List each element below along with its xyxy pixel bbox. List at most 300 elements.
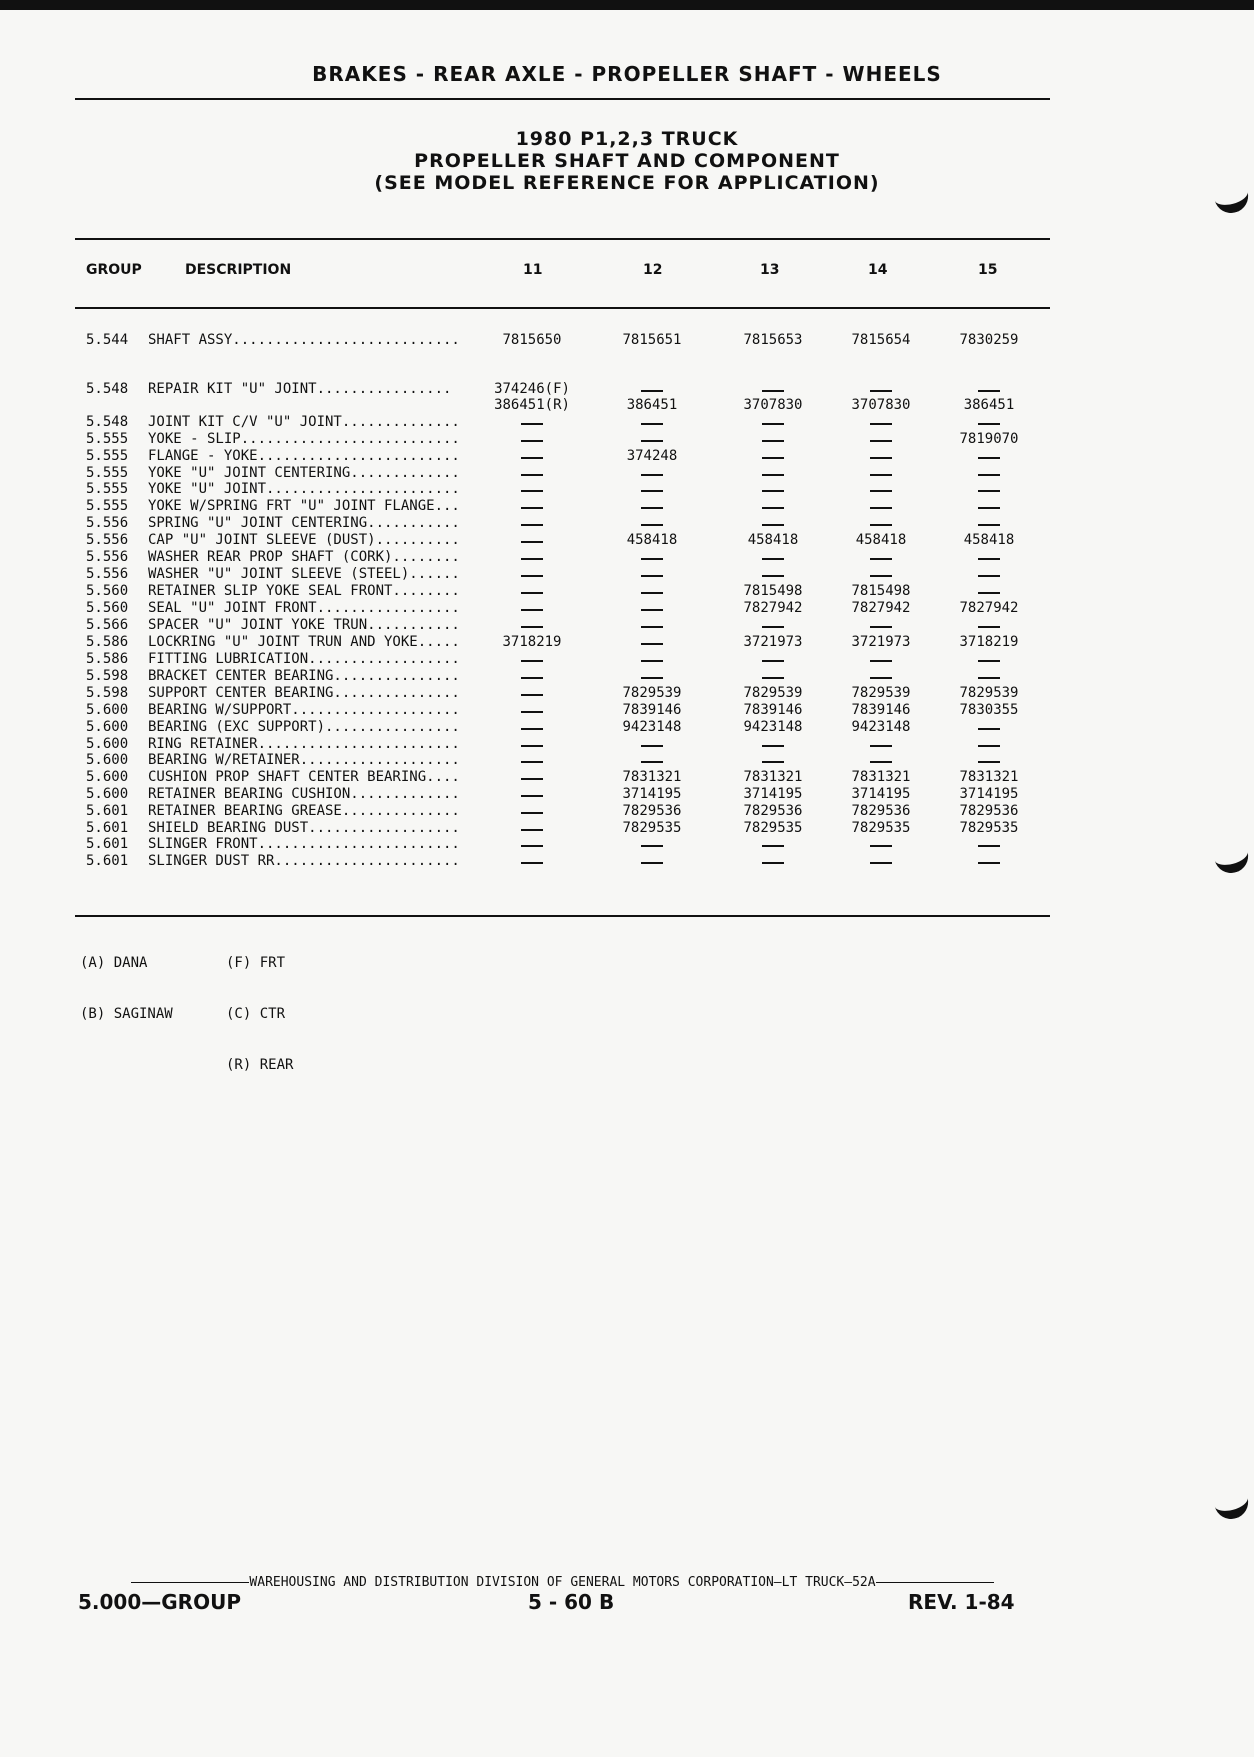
table-row: [0, 668, 1254, 685]
part-description: RING RETAINER........................: [148, 736, 460, 752]
table-row: [0, 752, 1254, 769]
dash-mark: [762, 457, 784, 459]
not-applicable-dash: [826, 853, 936, 864]
footer-rule-right: [876, 1582, 994, 1583]
not-applicable-dash: [934, 515, 1044, 526]
not-applicable-dash: [477, 702, 587, 713]
part-description: BEARING W/SUPPORT....................: [148, 702, 460, 718]
not-applicable-dash: [597, 668, 707, 679]
group-number: 5.600: [86, 702, 129, 718]
part-description: SLINGER DUST RR......................: [148, 853, 460, 869]
part-number: 7827942: [959, 600, 1019, 616]
part-number: 3714195: [622, 786, 682, 802]
table-row: [0, 769, 1254, 786]
table-row: [0, 702, 1254, 719]
part-number: 7830355: [959, 702, 1019, 718]
not-applicable-dash: [718, 431, 828, 442]
part-number: 3714195: [851, 786, 911, 802]
not-applicable-dash: [934, 617, 1044, 628]
not-applicable-dash: [477, 583, 587, 594]
table-row: [0, 617, 1254, 634]
dash-mark: [521, 677, 543, 679]
not-applicable-dash: [826, 668, 936, 679]
group-number: 5.555: [86, 465, 129, 481]
group-number: 5.560: [86, 600, 129, 616]
part-number: 3707830: [851, 397, 911, 413]
dash-mark: [521, 507, 543, 509]
part-number: 374246(F): [494, 381, 570, 397]
dash-mark: [870, 745, 892, 747]
table-row: [0, 532, 1254, 549]
dash-mark: [978, 862, 1000, 864]
not-applicable-dash: [718, 752, 828, 763]
part-number: 386451: [626, 397, 678, 413]
not-applicable-dash: [718, 481, 828, 492]
group-number: 5.544: [86, 332, 129, 348]
dash-mark: [870, 474, 892, 476]
part-number: 7839146: [622, 702, 682, 718]
part-number: 3707830: [743, 397, 803, 413]
legend-item: (R) REAR: [226, 1057, 294, 1073]
dash-mark: [978, 745, 1000, 747]
table-row: [0, 566, 1254, 583]
part-number: 7831321: [622, 769, 682, 785]
group-number: 5.601: [86, 820, 129, 836]
legend-left: [80, 921, 173, 1040]
part-description: YOKE "U" JOINT.......................: [148, 481, 460, 497]
not-applicable-dash: [826, 617, 936, 628]
dash-mark: [978, 524, 1000, 526]
dash-mark: [641, 660, 663, 662]
dash-mark: [870, 440, 892, 442]
not-applicable-dash: [826, 465, 936, 476]
not-applicable-dash: [477, 736, 587, 747]
part-number: 7815653: [743, 332, 803, 348]
group-number: 5.560: [86, 583, 129, 599]
table-row: [0, 651, 1254, 668]
dash-mark: [870, 507, 892, 509]
part-number: 7815651: [622, 332, 682, 348]
dash-mark: [521, 728, 543, 730]
dash-mark: [762, 423, 784, 425]
not-applicable-dash: [597, 465, 707, 476]
group-number: 5.601: [86, 803, 129, 819]
dash-mark: [521, 845, 543, 847]
not-applicable-dash: [934, 719, 1044, 730]
not-applicable-dash: [718, 651, 828, 662]
not-applicable-dash: [934, 836, 1044, 847]
not-applicable-dash: [597, 431, 707, 442]
part-number: 7829535: [959, 820, 1019, 836]
table-row: [0, 719, 1254, 736]
not-applicable-dash: [597, 414, 707, 425]
part-description: RETAINER BEARING CUSHION.............: [148, 786, 460, 802]
not-applicable-dash: [477, 600, 587, 611]
not-applicable-dash: [718, 515, 828, 526]
dash-mark: [641, 862, 663, 864]
not-applicable-dash: [477, 414, 587, 425]
not-applicable-dash: [934, 448, 1044, 459]
not-applicable-dash: [477, 431, 587, 442]
part-number: 7830259: [959, 332, 1019, 348]
not-applicable-dash: [597, 836, 707, 847]
part-number: 7829539: [851, 685, 911, 701]
document-title: 1980 P1,2,3 TRUCK: [515, 128, 739, 150]
dash-mark: [521, 575, 543, 577]
dash-mark: [521, 423, 543, 425]
legend-item: (B) SAGINAW: [80, 1006, 173, 1022]
part-number: 458418: [855, 532, 907, 548]
table-header-rule: [75, 307, 1050, 309]
not-applicable-dash: [718, 617, 828, 628]
not-applicable-dash: [934, 381, 1044, 392]
dash-mark: [762, 575, 784, 577]
group-number: 5.556: [86, 549, 129, 565]
not-applicable-dash: [718, 448, 828, 459]
not-applicable-dash: [826, 752, 936, 763]
dash-mark: [762, 490, 784, 492]
part-description: FLANGE - YOKE........................: [148, 448, 460, 464]
part-number: 7829535: [851, 820, 911, 836]
dash-mark: [641, 845, 663, 847]
footer-revision: REV. 1-84: [908, 1590, 1015, 1614]
part-number: 374248: [626, 448, 678, 464]
part-number: 3721973: [743, 634, 803, 650]
table-row: [0, 786, 1254, 803]
not-applicable-dash: [477, 549, 587, 560]
table-row: [0, 448, 1254, 465]
not-applicable-dash: [477, 498, 587, 509]
dash-mark: [762, 524, 784, 526]
table-row: [0, 332, 1254, 349]
part-number: 7829535: [743, 820, 803, 836]
not-applicable-dash: [718, 549, 828, 560]
not-applicable-dash: [718, 498, 828, 509]
dash-mark: [641, 592, 663, 594]
part-number: 7829539: [743, 685, 803, 701]
not-applicable-dash: [934, 566, 1044, 577]
part-description: SUPPORT CENTER BEARING...............: [148, 685, 460, 701]
part-number: 7815650: [502, 332, 562, 348]
dash-mark: [762, 558, 784, 560]
dash-mark: [978, 390, 1000, 392]
dash-mark: [762, 845, 784, 847]
dash-mark: [641, 440, 663, 442]
group-number: 5.555: [86, 498, 129, 514]
table-row: [0, 549, 1254, 566]
part-description: LOCKRING "U" JOINT TRUN AND YOKE.....: [148, 634, 460, 650]
group-number: 5.556: [86, 532, 129, 548]
part-number: 7829535: [622, 820, 682, 836]
dash-mark: [762, 626, 784, 628]
part-description: SHIELD BEARING DUST..................: [148, 820, 460, 836]
part-number: 3718219: [959, 634, 1019, 650]
not-applicable-dash: [934, 465, 1044, 476]
part-description: CAP "U" JOINT SLEEVE (DUST)..........: [148, 532, 460, 548]
dash-mark: [641, 558, 663, 560]
not-applicable-dash: [597, 583, 707, 594]
part-description: YOKE - SLIP..........................: [148, 431, 460, 447]
dash-mark: [978, 626, 1000, 628]
group-number: 5.600: [86, 719, 129, 735]
not-applicable-dash: [477, 532, 587, 543]
table-row: [0, 853, 1254, 870]
group-number: 5.548: [86, 381, 129, 397]
dash-mark: [521, 812, 543, 814]
group-number: 5.598: [86, 668, 129, 684]
part-number: 7815654: [851, 332, 911, 348]
not-applicable-dash: [718, 736, 828, 747]
not-applicable-dash: [718, 566, 828, 577]
table-row: [0, 600, 1254, 617]
group-number: 5.601: [86, 853, 129, 869]
part-description: JOINT KIT C/V "U" JOINT..............: [148, 414, 460, 430]
dash-mark: [521, 694, 543, 696]
not-applicable-dash: [826, 651, 936, 662]
footer-division-text: WAREHOUSING AND DISTRIBUTION DIVISION OF GENERAL MOTORS CORPORATION—LT TRUCK—52A: [249, 1575, 876, 1590]
dash-mark: [641, 626, 663, 628]
part-number: 3714195: [743, 786, 803, 802]
part-description: SEAL "U" JOINT FRONT.................: [148, 600, 460, 616]
group-number: 5.586: [86, 634, 129, 650]
not-applicable-dash: [477, 685, 587, 696]
top-edge-bar: [0, 0, 1254, 10]
table-row: [0, 465, 1254, 482]
part-number: 7839146: [851, 702, 911, 718]
not-applicable-dash: [477, 448, 587, 459]
not-applicable-dash: [826, 498, 936, 509]
not-applicable-dash: [934, 853, 1044, 864]
part-number: 7815498: [743, 583, 803, 599]
part-description: RETAINER BEARING GREASE..............: [148, 803, 460, 819]
not-applicable-dash: [477, 803, 587, 814]
group-number: 5.555: [86, 481, 129, 497]
part-number: 7827942: [743, 600, 803, 616]
dash-mark: [978, 761, 1000, 763]
part-number: 7815498: [851, 583, 911, 599]
part-number: 9423148: [851, 719, 911, 735]
not-applicable-dash: [597, 752, 707, 763]
model-column-header: 15: [978, 262, 998, 278]
dash-mark: [521, 474, 543, 476]
document-note: (SEE MODEL REFERENCE FOR APPLICATION): [374, 172, 880, 194]
not-applicable-dash: [934, 736, 1044, 747]
not-applicable-dash: [934, 498, 1044, 509]
part-number: 458418: [747, 532, 799, 548]
part-description: SHAFT ASSY...........................: [148, 332, 460, 348]
group-number: 5.600: [86, 752, 129, 768]
dash-mark: [978, 575, 1000, 577]
part-number: 386451: [963, 397, 1015, 413]
not-applicable-dash: [597, 600, 707, 611]
table-row: [0, 515, 1254, 532]
dash-mark: [870, 660, 892, 662]
group-number: 5.556: [86, 515, 129, 531]
table-row: [0, 431, 1254, 448]
part-number: 3721973: [851, 634, 911, 650]
dash-mark: [641, 390, 663, 392]
not-applicable-dash: [477, 465, 587, 476]
part-number: 7831321: [959, 769, 1019, 785]
document-subtitle: PROPELLER SHAFT AND COMPONENT: [414, 150, 840, 172]
table-top-rule: [75, 238, 1050, 240]
table-row: [0, 736, 1254, 753]
not-applicable-dash: [934, 752, 1044, 763]
dash-mark: [978, 507, 1000, 509]
dash-mark: [641, 643, 663, 645]
part-number: 3718219: [502, 634, 562, 650]
dash-mark: [641, 609, 663, 611]
table-bottom-rule: [75, 915, 1050, 917]
not-applicable-dash: [718, 381, 828, 392]
dash-mark: [870, 761, 892, 763]
dash-mark: [521, 541, 543, 543]
not-applicable-dash: [934, 651, 1044, 662]
header-rule: [75, 98, 1050, 100]
part-number: 7829536: [851, 803, 911, 819]
model-column-header: 14: [868, 262, 888, 278]
dash-mark: [870, 457, 892, 459]
part-description: BEARING (EXC SUPPORT)................: [148, 719, 460, 735]
not-applicable-dash: [477, 820, 587, 831]
not-applicable-dash: [934, 668, 1044, 679]
dash-mark: [870, 423, 892, 425]
not-applicable-dash: [718, 465, 828, 476]
dash-mark: [870, 575, 892, 577]
not-applicable-dash: [597, 481, 707, 492]
dash-mark: [762, 761, 784, 763]
part-number: 7839146: [743, 702, 803, 718]
part-number: 7827942: [851, 600, 911, 616]
not-applicable-dash: [597, 736, 707, 747]
part-description: RETAINER SLIP YOKE SEAL FRONT........: [148, 583, 460, 599]
not-applicable-dash: [597, 549, 707, 560]
not-applicable-dash: [477, 769, 587, 780]
part-description: CUSHION PROP SHAFT CENTER BEARING....: [148, 769, 460, 785]
part-number: 3714195: [959, 786, 1019, 802]
part-number: 9423148: [743, 719, 803, 735]
dash-mark: [521, 778, 543, 780]
dash-mark: [978, 558, 1000, 560]
table-row: [0, 803, 1254, 820]
part-number: 458418: [963, 532, 1015, 548]
dash-mark: [641, 423, 663, 425]
not-applicable-dash: [718, 836, 828, 847]
dash-mark: [521, 524, 543, 526]
dash-mark: [521, 862, 543, 864]
group-number: 5.600: [86, 736, 129, 752]
dash-mark: [978, 728, 1000, 730]
part-number: 386451(R): [494, 397, 570, 413]
dash-mark: [978, 490, 1000, 492]
not-applicable-dash: [934, 583, 1044, 594]
not-applicable-dash: [718, 853, 828, 864]
part-number: 7829539: [622, 685, 682, 701]
legend-item: (C) CTR: [226, 1006, 286, 1022]
not-applicable-dash: [477, 515, 587, 526]
not-applicable-dash: [826, 448, 936, 459]
not-applicable-dash: [597, 853, 707, 864]
dash-mark: [978, 592, 1000, 594]
section-header: BRAKES - REAR AXLE - PROPELLER SHAFT - WHEELS: [312, 62, 942, 86]
dash-mark: [870, 490, 892, 492]
dash-mark: [521, 745, 543, 747]
group-number: 5.566: [86, 617, 129, 633]
dash-mark: [521, 440, 543, 442]
table-row: [0, 820, 1254, 837]
not-applicable-dash: [826, 481, 936, 492]
dash-mark: [521, 490, 543, 492]
not-applicable-dash: [477, 853, 587, 864]
dash-mark: [870, 845, 892, 847]
dash-mark: [762, 390, 784, 392]
not-applicable-dash: [934, 481, 1044, 492]
not-applicable-dash: [718, 668, 828, 679]
part-number: 7819070: [959, 431, 1019, 447]
dash-mark: [641, 507, 663, 509]
not-applicable-dash: [826, 515, 936, 526]
group-number: 5.556: [86, 566, 129, 582]
part-description: WASHER REAR PROP SHAFT (CORK)........: [148, 549, 460, 565]
not-applicable-dash: [826, 381, 936, 392]
model-column-header: 11: [523, 262, 543, 278]
part-number: 7831321: [851, 769, 911, 785]
not-applicable-dash: [477, 786, 587, 797]
dash-mark: [870, 390, 892, 392]
not-applicable-dash: [597, 381, 707, 392]
dash-mark: [978, 845, 1000, 847]
not-applicable-dash: [597, 651, 707, 662]
table-row: [0, 836, 1254, 853]
dash-mark: [762, 745, 784, 747]
table-row: [0, 498, 1254, 515]
group-number: 5.601: [86, 836, 129, 852]
dash-mark: [521, 829, 543, 831]
part-description: BRACKET CENTER BEARING...............: [148, 668, 460, 684]
not-applicable-dash: [477, 719, 587, 730]
not-applicable-dash: [597, 617, 707, 628]
table-row: [0, 583, 1254, 600]
group-number: 5.555: [86, 448, 129, 464]
dash-mark: [521, 626, 543, 628]
dash-mark: [870, 626, 892, 628]
not-applicable-dash: [477, 836, 587, 847]
dash-mark: [521, 592, 543, 594]
not-applicable-dash: [477, 566, 587, 577]
not-applicable-dash: [597, 515, 707, 526]
dash-mark: [870, 558, 892, 560]
part-description: WASHER "U" JOINT SLEEVE (STEEL)......: [148, 566, 460, 582]
dash-mark: [521, 711, 543, 713]
dash-mark: [521, 761, 543, 763]
group-column-header: GROUP: [86, 262, 142, 278]
dash-mark: [521, 795, 543, 797]
model-column-header: 13: [760, 262, 780, 278]
binder-tab-mark: [1210, 1480, 1252, 1523]
part-description: REPAIR KIT "U" JOINT................: [148, 381, 452, 397]
model-column-header: 12: [643, 262, 663, 278]
not-applicable-dash: [597, 634, 707, 645]
not-applicable-dash: [477, 668, 587, 679]
dash-mark: [762, 440, 784, 442]
dash-mark: [978, 474, 1000, 476]
dash-mark: [762, 677, 784, 679]
legend-item: (A) DANA: [80, 955, 148, 971]
legend-right: [226, 921, 293, 1091]
dash-mark: [641, 474, 663, 476]
table-row: [0, 381, 1254, 398]
table-row: [0, 685, 1254, 702]
